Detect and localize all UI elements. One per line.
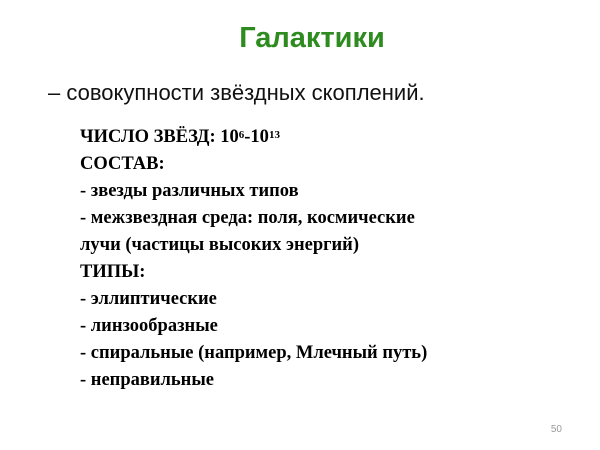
star-count-line [80, 124, 580, 151]
star-count-sep: -10 [244, 127, 269, 147]
composition-item: - межзвездная среда: поля, космические [80, 208, 415, 228]
composition-item: лучи (частицы высоких энергий) [80, 235, 359, 255]
types-item: - линзообразные [80, 316, 218, 336]
star-count-label: ЧИСЛО ЗВЁЗД: 10 [80, 127, 239, 147]
slide-title: Галактики [239, 22, 385, 54]
types-item: - эллиптические [80, 289, 217, 309]
types-item: - спиральные (например, Млечный путь) [80, 343, 428, 363]
slide-body [80, 124, 580, 394]
composition-item: - звезды различных типов [80, 181, 299, 201]
slide-subtitle: – совокупности звёздных скоплений. [48, 80, 425, 105]
star-count-exp-low: 6 [238, 129, 245, 141]
composition-heading: СОСТАВ: [80, 154, 165, 174]
types-heading: ТИПЫ: [80, 262, 146, 282]
page-number: 50 [550, 424, 562, 435]
star-count-exp-high: 13 [268, 129, 280, 141]
types-item: - неправильные [80, 370, 214, 390]
